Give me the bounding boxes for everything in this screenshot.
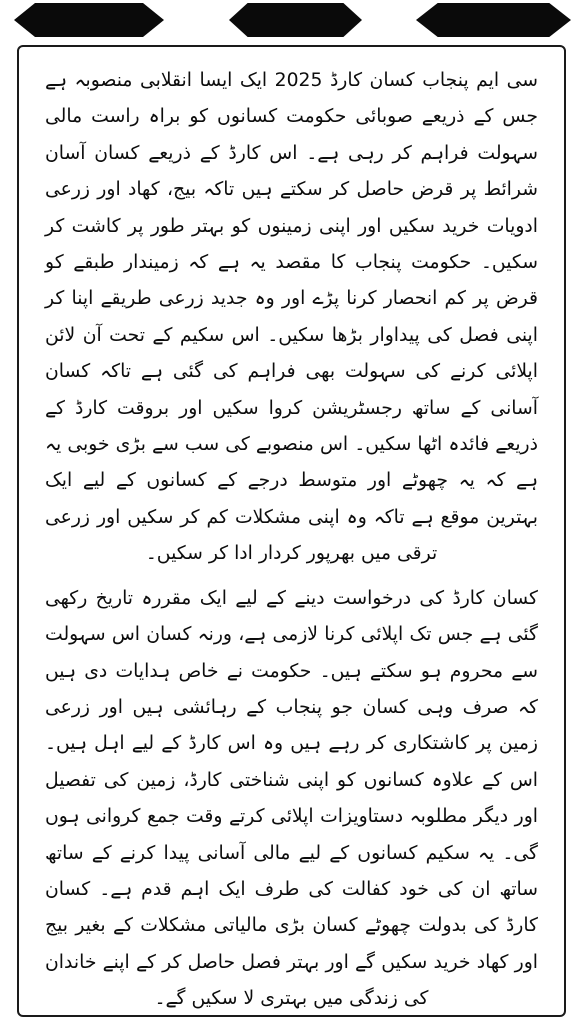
top-decoration-bar bbox=[0, 0, 585, 40]
decorative-tab-left bbox=[14, 3, 164, 37]
decorative-tab-right bbox=[416, 3, 571, 37]
article-paragraph-2: کسان کارڈ کی درخواست دینے کے لیے ایک مقررہ تاریخ رکھی گئی ہے جس تک اپلائی کرنا لازمی ہے، ورنہ کسان اس سہولت سے محروم ہو سکتے ہیں۔ حکومت نے خاص ہدایات دی ہیں کہ صرف وہی کسان جو پنجاب کے رہائشی ہیں اور زرعی زمین پر کاشتکاری کر رہے ہیں وہ اس کارڈ کے لیے اہل ہیں۔ اس کے علاوہ کسانوں کو اپنی شناختی کارڈ، زمین کی تفصیل اور دیگر مطلوبہ دستاویزات اپلائی کرتے وقت جمع کروانی ہوں گی۔ یہ سکیم کسانوں کے لیے مالی آسانی پیدا کرنے کے ساتھ ساتھ ان کی خود کفالت کی طرف ایک اہم قدم ہے۔ کسان کارڈ کی بدولت چھوٹے کسان بڑی مالیاتی مشکلات کے بغیر بیج اور کھاد خرید سکیں گے اور بہتر فصل حاصل کر کے اپنے خاندان کی زندگی میں بہتری لا سکیں گے۔ bbox=[45, 587, 538, 1010]
article-panel bbox=[17, 45, 566, 1017]
article-paragraph-1: سی ایم پنجاب کسان کارڈ 2025 ایک ایسا انقلابی منصوبہ ہے جس کے ذریعے صوبائی حکومت کسانوں کو براہ راست مالی سہولت فراہم کر رہی ہے۔ اس کارڈ کے ذریعے کسان آسان شرائط پر قرض حاصل کر سکتے ہیں تاکہ بیج، کھاد اور زرعی ادویات خرید سکیں اور اپنی زمینوں کو بہتر طور پر کاشت کر سکیں۔ حکومت پنجاب کا مقصد یہ ہے کہ زمیندار طبقے کو قرض پر کم انحصار کرنا پڑے اور وہ جدید زرعی طریقے اپنا کر اپنی فصل کی پیداوار بڑھا سکیں۔ اس سکیم کے تحت آن لائن اپلائی کرنے کی سہولت بھی فراہم کی گئی ہے تاکہ کسان آسانی کے ساتھ رجسٹریشن کروا سکیں اور بروقت کارڈ کے ذریعے فائدہ اٹھا سکیں۔ اس منصوبے کی سب سے بڑی خوبی یہ ہے کہ یہ چھوٹے اور متوسط درجے کے کسانوں کے لیے ایک بہترین موقع ہے تاکہ وہ اپنی مشکلات کم کر سکیں اور زرعی ترقی میں بھرپور کردار ادا کر سکیں۔ bbox=[45, 70, 538, 565]
decorative-tab-center bbox=[229, 3, 362, 37]
